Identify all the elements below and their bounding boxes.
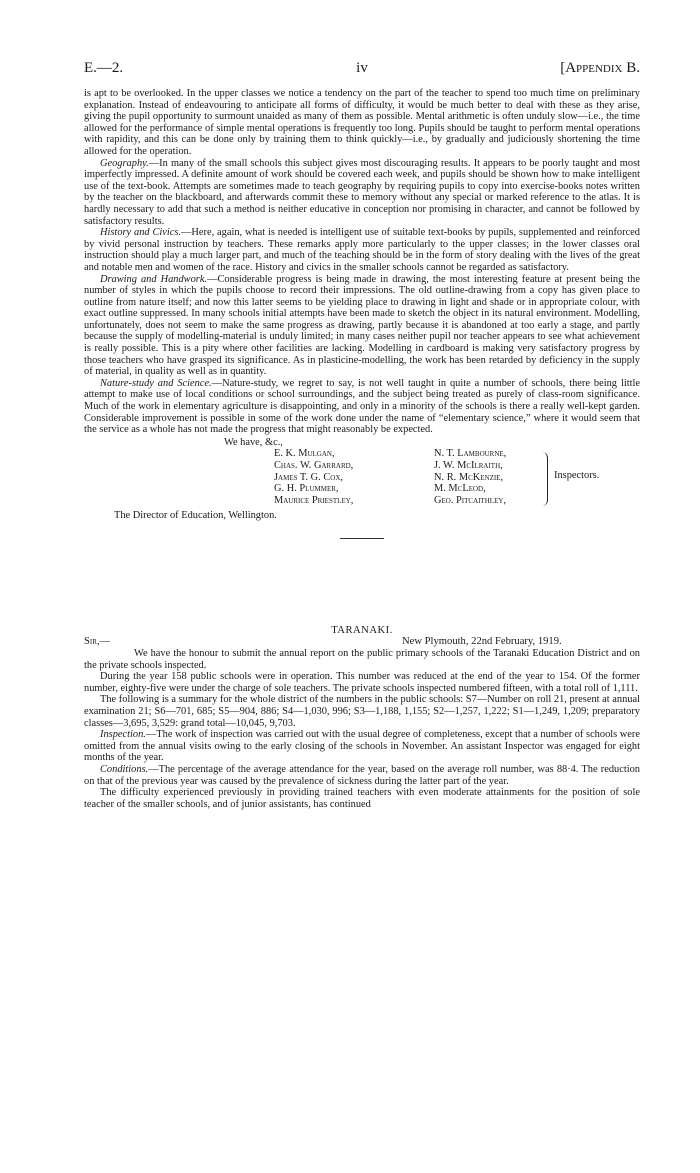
paragraph-arithmetic: is apt to be overlooked. In the upper classes we notice a tendency on the part of the teacher to spend too much time on preliminary explanation. Instead of endeavouring to anticipate all forms of difficulty, it would be much better to deal with these as they arise, giving the pupil opportunity to surmount unaided as many of them as possible. Mental arithmetic is often unduly slow—i.e., the time allowed for the performance of simple mental operations is frequently too long. Pupils should be taught to perform mental operations with rapidity, and this can be done only by training them to think quickly—i.e., by gradually and judiciously shortening the time allowed for the operation. [84, 88, 640, 157]
signature-name: J. W. McIlraith, [434, 460, 503, 471]
signature-name: N. T. Lambourne, [434, 448, 507, 460]
document-page [84, 60, 640, 810]
paragraph-geography [84, 158, 640, 228]
paragraph-intro: We have the honour to submit the annual report on the public primary schools of the Taranaki Education District and on the private schools inspected. [84, 648, 640, 671]
conditions-text: —The percentage of the average attendance for the year, based on the average roll number, was 88·4. The reduction on that of the previous year was caused by the prevalence of sickness during the latter part of the year. [84, 763, 640, 787]
inspection-text: —The work of inspection was carried out with the usual degree of completeness, except that a number of schools were omitted from the annual visits owing to the early closing of the schools in November. An assistant Inspector was engaged for eight months of the year. [84, 729, 640, 764]
salutation: Sir,— [84, 636, 111, 647]
geography-heading: Geography. [100, 157, 149, 169]
drawing-text: —Considerable progress is being made in drawing, the most interesting feature at present being the number of styles in which the pupils choose to record their impressions. The old outline-drawing from a copy has given place to outline from nature itself; and now this latter seems to be yielding place to drawing in light and shade or in appropriate colour, with exact outline suppressed. In many schools initial attempts have been made to sketch the object in its natural environment. Modelling, unfortunately, does not seem to make the same progress as drawing, partly because it is abandoned at too early a stage, and partly because the supply of modelling-material is unduly limited; in many cases neither pupil nor teacher appears to see what achievement is really possible. This is a pity where other facilities are lacking. Modelling in cardboard is making very satisfactory progress by those teachers who have grasped its significance. As in plasticine-modelling, the work has been retarded by deficiency in the supply of material, in quality as well as in quantity. [84, 273, 640, 378]
paragraph-teachers: The difficulty experienced previously in providing trained teachers with even moderate attainments for the position of sole teacher of the smaller schools, and of junior assistants, has continued [84, 787, 640, 810]
paragraph-drawing-handwork [84, 274, 640, 378]
signature-name: Chas. W. Garrard, [274, 460, 354, 471]
signature-block [84, 448, 640, 510]
paragraph-inspection [84, 729, 640, 764]
header-paper-number: E.—2. [84, 60, 124, 76]
header-page-number: iv [356, 60, 368, 76]
history-heading: History and Civics. [100, 227, 182, 239]
signature-name: James T. G. Cox, [274, 471, 344, 483]
header-appendix: [Appendix B. [560, 60, 640, 76]
section-title-taranaki: TARANAKI. [331, 625, 393, 636]
signoff-intro: We have, &c., [224, 436, 283, 448]
inspection-heading: Inspection. [100, 729, 146, 741]
section-divider [340, 538, 384, 539]
salutation-line [84, 636, 640, 648]
signature-brace [541, 452, 548, 506]
signature-name: N. R. McKenzie, [434, 471, 504, 483]
signature-name: E. K. Mulgan, [274, 448, 335, 460]
signature-name: Maurice Priestley, [274, 494, 354, 506]
dateline: New Plymouth, 22nd February, 1919. [402, 636, 562, 647]
addressee: The Director of Education, Wellington. [114, 510, 277, 522]
signature-name: M. McLeod, [434, 483, 486, 495]
conditions-heading: Conditions. [100, 763, 149, 775]
drawing-heading: Drawing and Handwork. [100, 273, 208, 285]
signatures-role: Inspectors. [554, 470, 600, 482]
geography-text: —In many of the small schools this subject gives most discouraging results. It appears to be poorly taught and most imperfectly impressed. A definite amount of work should be covered each week, and pupils should be shown how to make intelligent use of the text-book. Attempts are sometimes made to teach geography by requiring pupils to copy into exercise-books notes written by the teacher on the blackboard, and afterwards commit these to memory without any special or marked reference to the atlas. It is hardly necessary to add that such a method is neither educative in conception nor promising in character, and cannot be followed by satisfactory results. [84, 157, 640, 227]
paragraph-conditions [84, 764, 640, 787]
signatures-left-column [274, 448, 353, 506]
signature-name: Geo. Pitcaithley, [434, 494, 507, 506]
history-text: —Here, again, what is needed is intelligent use of suitable text-books by pupils, supplemented and reinforced by vivid personal instruction by teachers. These remarks apply more particularly to the upper classes; in the lower classes oral instruction should play a much larger part, and much of the teaching should be in the form of story dealing with the lives of the great and notable men and women of the race. History and civics in the smaller schools cannot be regarded as satisfactory. [84, 227, 640, 273]
paragraph-schools: During the year 158 public schools were in operation. This number was reduced at the end of the year to 154. Of the former number, eighty-five were under the charge of sole teachers. The private schools inspected numbered fifteen, with a total roll of 1,111. [84, 671, 640, 694]
paragraph-summary: The following is a summary for the whole district of the numbers in the public schools: S7—Number on roll 21, present at annual examination 21; S6—701, 685; S5—904, 886; S4—1,030, 996; S3—1,188, 1,155; S2—1,257, 1,222; S1—1,249, 1,209; preparatory classes—3,695, 3,529: grand total—10,045, 9,703. [84, 694, 640, 729]
signature-name: G. H. Plummer, [274, 483, 339, 495]
page-header [84, 60, 640, 88]
signatures-right-column [434, 448, 506, 506]
nature-text: —Nature-study, we regret to say, is not well taught in quite a number of schools, there being little attempt to make use of local conditions or school surroundings, and the subject being treated as purely of class-room significance. Much of the work in elementary agriculture is disappointing, and only in a minority of the schools is there a really well-kept garden. Considerable improvement is possible in some of the work done under the name of “elementary science,” where it would seem that the service as a whole has not made the progress that might reasonably be expected. [84, 377, 640, 436]
nature-heading: Nature-study and Science. [100, 377, 212, 389]
paragraph-history-civics [84, 227, 640, 273]
paragraph-nature-study [84, 378, 640, 436]
